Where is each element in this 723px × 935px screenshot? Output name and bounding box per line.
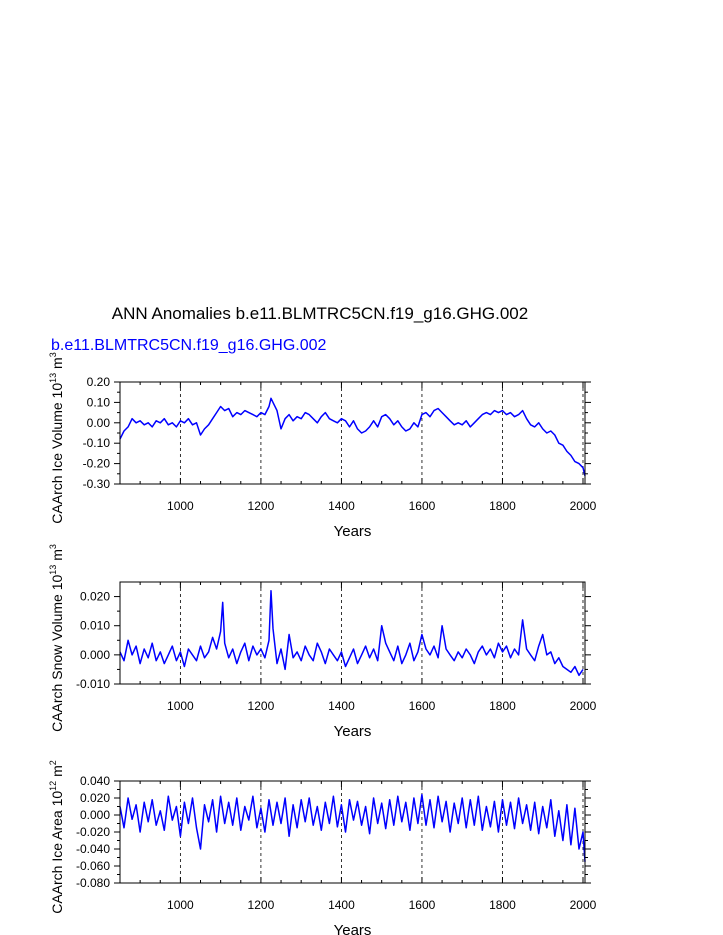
y-tick-label: 0.000 (79, 808, 110, 822)
y-axis-label: CAArch Ice Volume $10^{13}$ $m^3$ (48, 352, 65, 524)
y-tick-label: -0.20 (82, 456, 110, 471)
y-tick-label: -0.30 (82, 477, 110, 491)
y-tick-label: 0.040 (79, 774, 110, 788)
y-tick-label: 0.020 (79, 791, 110, 805)
series-line (120, 398, 585, 476)
x-tick-label: 2000 (569, 699, 597, 713)
x-tick-label: 1200 (247, 898, 275, 912)
x-tick-label: 1200 (247, 499, 275, 513)
chart-panel-2 (48, 544, 597, 740)
x-axis-label: Years (333, 723, 372, 740)
x-tick-label: 1800 (489, 699, 516, 713)
x-tick-label: 1000 (167, 699, 194, 713)
y-tick-label: 0.020 (79, 589, 110, 604)
series-line (120, 591, 583, 676)
y-tick-label: 0.10 (86, 395, 110, 410)
chart-title: ANN Anomalies b.e11.BLMTRC5CN.f19_g16.GHG.002 (111, 304, 529, 323)
series-line (120, 795, 585, 862)
y-tick-label: 0.00 (86, 415, 110, 430)
x-axis-label: Years (333, 523, 372, 540)
x-tick-label: 1800 (489, 499, 516, 513)
x-tick-label: 2000 (569, 898, 597, 912)
x-tick-label: 2000 (569, 499, 597, 513)
chart-panel-3 (48, 760, 597, 935)
x-tick-label: 1400 (328, 499, 355, 513)
y-tick-label: 0.20 (86, 375, 110, 389)
y-tick-label: -0.10 (82, 436, 110, 451)
x-tick-label: 1400 (328, 898, 355, 912)
x-tick-label: 1000 (167, 499, 194, 513)
y-tick-label: -0.020 (75, 825, 110, 839)
chart-subtitle: b.e11.BLMTRC5CN.f19_g16.GHG.002 (51, 337, 327, 354)
y-tick-label: -0.010 (75, 677, 110, 691)
y-axis-label: CAArch Snow Volume $10^{13}$ $m^3$ (48, 544, 65, 732)
y-tick-label: 0.010 (79, 618, 110, 633)
plot-frame (120, 781, 585, 883)
y-tick-label: -0.040 (75, 842, 110, 856)
y-axis-label: CAArch Ice Area $10^{12}$ $m^2$ (48, 760, 65, 914)
plot-frame (120, 382, 585, 484)
x-tick-label: 1600 (408, 499, 436, 513)
x-tick-label: 1000 (167, 898, 194, 912)
x-tick-label: 1600 (408, 898, 436, 912)
y-tick-label: 0.000 (79, 647, 110, 662)
plot-frame (120, 582, 585, 684)
x-tick-label: 1200 (247, 699, 275, 713)
chart-panel-1 (48, 352, 597, 540)
x-tick-label: 1400 (328, 699, 355, 713)
x-axis-label: Years (333, 922, 372, 935)
x-tick-label: 1800 (489, 898, 516, 912)
x-tick-label: 1600 (408, 699, 436, 713)
y-tick-label: -0.080 (75, 876, 110, 890)
y-tick-label: -0.060 (75, 859, 110, 873)
